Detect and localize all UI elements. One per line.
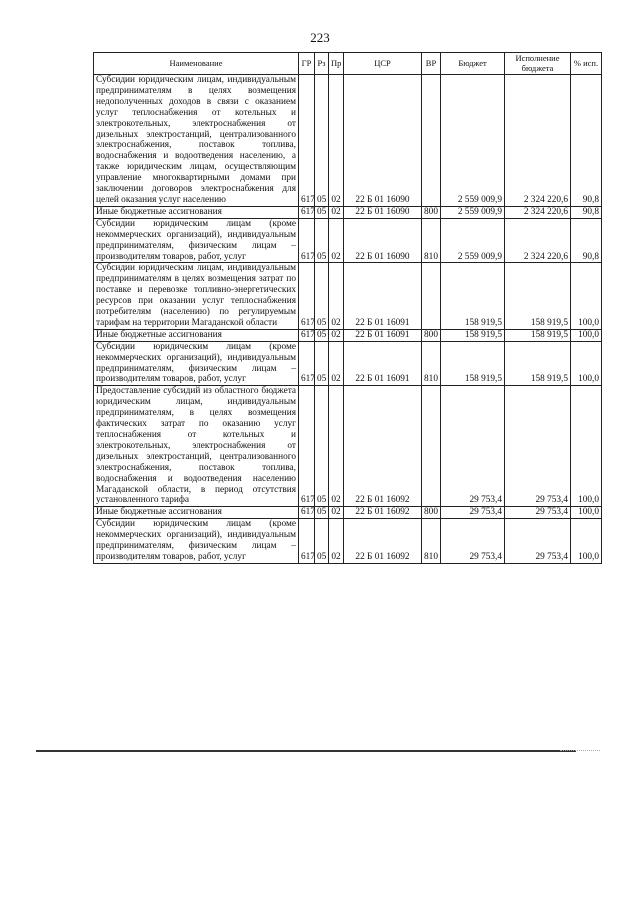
header-name: Наименование bbox=[94, 53, 299, 75]
row-percent: 100,0 bbox=[571, 341, 602, 386]
table-row bbox=[94, 507, 602, 519]
row-gr: 617 bbox=[299, 329, 315, 341]
row-vr bbox=[422, 386, 441, 507]
row-pr: 02 bbox=[329, 519, 344, 564]
row-gr: 617 bbox=[299, 75, 315, 207]
header-vr: ВР bbox=[422, 53, 441, 75]
row-vr: 810 bbox=[422, 341, 441, 386]
row-percent: 100,0 bbox=[571, 329, 602, 341]
row-execution: 2 324 220,6 bbox=[505, 75, 571, 207]
table-row bbox=[94, 218, 602, 263]
page-number: 223 bbox=[310, 30, 330, 45]
row-rz: 05 bbox=[315, 386, 329, 507]
row-rz: 05 bbox=[315, 341, 329, 386]
row-csr: 22 Б 01 16092 bbox=[344, 507, 422, 519]
row-gr: 617 bbox=[299, 341, 315, 386]
row-percent: 90,8 bbox=[571, 75, 602, 207]
row-gr: 617 bbox=[299, 507, 315, 519]
row-pr: 02 bbox=[329, 263, 344, 329]
row-execution: 158 919,5 bbox=[505, 341, 571, 386]
row-execution: 2 324 220,6 bbox=[505, 206, 571, 218]
row-rz: 05 bbox=[315, 75, 329, 207]
row-csr: 22 Б 01 16090 bbox=[344, 218, 422, 263]
row-execution: 29 753,4 bbox=[505, 386, 571, 507]
row-budget: 29 753,4 bbox=[441, 507, 505, 519]
row-percent: 90,8 bbox=[571, 206, 602, 218]
row-csr: 22 Б 01 16091 bbox=[344, 329, 422, 341]
row-gr: 617 bbox=[299, 206, 315, 218]
table-row bbox=[94, 329, 602, 341]
row-pr: 02 bbox=[329, 218, 344, 263]
row-name: Субсидии юридическим лицам (кроме некоммерческих организаций), индивидуальным предпринимателям, физическим лицам – производителям товаров, работ, услуг bbox=[94, 218, 299, 263]
row-percent: 100,0 bbox=[571, 507, 602, 519]
header-csr: ЦСР bbox=[344, 53, 422, 75]
header-percent: % исп. bbox=[571, 53, 602, 75]
table-row bbox=[94, 519, 602, 564]
table-row bbox=[94, 206, 602, 218]
row-percent: 100,0 bbox=[571, 263, 602, 329]
row-pr: 02 bbox=[329, 341, 344, 386]
row-budget: 29 753,4 bbox=[441, 386, 505, 507]
row-pr: 02 bbox=[329, 386, 344, 507]
row-rz: 05 bbox=[315, 206, 329, 218]
row-budget: 29 753,4 bbox=[441, 519, 505, 564]
row-rz: 05 bbox=[315, 263, 329, 329]
row-rz: 05 bbox=[315, 507, 329, 519]
table-row bbox=[94, 341, 602, 386]
row-vr: 800 bbox=[422, 329, 441, 341]
row-name: Предоставление субсидий из областного бюджета юридическим лицам, индивидуальным предпринимателям, в целях возмещения фактических затрат по оказанию услуг теплоснабжения от котельных и электрокотельных, электроснабжения от дизельных электростанций, централизованного электроснабжения, поставок топлива, водоснабжения и водоотведения населению Магаданской области, в период отсутствия установленного тарифа bbox=[94, 386, 299, 507]
row-name: Иные бюджетные ассигнования bbox=[94, 507, 299, 519]
header-gr: ГР bbox=[299, 53, 315, 75]
row-csr: 22 Б 01 16091 bbox=[344, 263, 422, 329]
row-gr: 617 bbox=[299, 218, 315, 263]
header-budget: Бюджет bbox=[441, 53, 505, 75]
header-row bbox=[94, 53, 602, 75]
table-row bbox=[94, 263, 602, 329]
header-pr: Пр bbox=[329, 53, 344, 75]
row-vr: 810 bbox=[422, 519, 441, 564]
row-execution: 29 753,4 bbox=[505, 519, 571, 564]
page-divider-dots bbox=[560, 750, 600, 751]
row-csr: 22 Б 01 16090 bbox=[344, 206, 422, 218]
row-execution: 158 919,5 bbox=[505, 329, 571, 341]
row-name: Субсидии юридическим лицам (кроме некоммерческих организаций), индивидуальным предпринимателям, физическим лицам – производителям товаров, работ, услуг bbox=[94, 341, 299, 386]
row-vr: 810 bbox=[422, 218, 441, 263]
row-pr: 02 bbox=[329, 206, 344, 218]
row-execution: 29 753,4 bbox=[505, 507, 571, 519]
table-row bbox=[94, 75, 602, 207]
row-csr: 22 Б 01 16090 bbox=[344, 75, 422, 207]
row-rz: 05 bbox=[315, 519, 329, 564]
row-rz: 05 bbox=[315, 329, 329, 341]
row-vr bbox=[422, 263, 441, 329]
row-vr bbox=[422, 75, 441, 207]
page-divider bbox=[36, 750, 576, 752]
row-gr: 617 bbox=[299, 519, 315, 564]
table-row bbox=[94, 386, 602, 507]
row-vr: 800 bbox=[422, 507, 441, 519]
header-execution: Исполнение бюджета bbox=[505, 53, 571, 75]
row-pr: 02 bbox=[329, 75, 344, 207]
row-budget: 2 559 009,9 bbox=[441, 75, 505, 207]
row-name: Иные бюджетные ассигнования bbox=[94, 329, 299, 341]
row-budget: 2 559 009,9 bbox=[441, 218, 505, 263]
row-budget: 158 919,5 bbox=[441, 341, 505, 386]
row-vr: 800 bbox=[422, 206, 441, 218]
row-percent: 100,0 bbox=[571, 519, 602, 564]
row-percent: 90,8 bbox=[571, 218, 602, 263]
row-name: Субсидии юридическим лицам (кроме некоммерческих организаций), индивидуальным предпринимателям, физическим лицам – производителям товаров, работ, услуг bbox=[94, 519, 299, 564]
row-percent: 100,0 bbox=[571, 386, 602, 507]
row-execution: 2 324 220,6 bbox=[505, 218, 571, 263]
budget-execution-table bbox=[93, 52, 602, 564]
row-rz: 05 bbox=[315, 218, 329, 263]
row-execution: 158 919,5 bbox=[505, 263, 571, 329]
row-csr: 22 Б 01 16092 bbox=[344, 519, 422, 564]
row-budget: 158 919,5 bbox=[441, 329, 505, 341]
row-budget: 2 559 009,9 bbox=[441, 206, 505, 218]
header-rz: Рз bbox=[315, 53, 329, 75]
row-name: Субсидии юридическим лицам, индивидуальным предпринимателям в целях возмещения затрат по поставке и перевозке топливно-энергетических ресурсов при оказании услуг теплоснабжения потребителям (населению) по регулируемым тарифам на территории Магаданской области bbox=[94, 263, 299, 329]
row-budget: 158 919,5 bbox=[441, 263, 505, 329]
row-gr: 617 bbox=[299, 263, 315, 329]
row-pr: 02 bbox=[329, 329, 344, 341]
row-name: Иные бюджетные ассигнования bbox=[94, 206, 299, 218]
row-csr: 22 Б 01 16092 bbox=[344, 386, 422, 507]
row-csr: 22 Б 01 16091 bbox=[344, 341, 422, 386]
row-gr: 617 bbox=[299, 386, 315, 507]
row-pr: 02 bbox=[329, 507, 344, 519]
row-name: Субсидии юридическим лицам, индивидуальным предпринимателям в целях возмещения недополученных доходов в связи с оказанием услуг теплоснабжения от котельных и электрокотельных, электроснабжения от дизельных электростанций, централизованного электроснабжения, поставок топлива, водоснабжения и водоотведения населению, а также юридическим лицам, осуществляющим управление многоквартирными домами при заключении договоров электроснабжения для целей оказания услуг населению bbox=[94, 75, 299, 207]
